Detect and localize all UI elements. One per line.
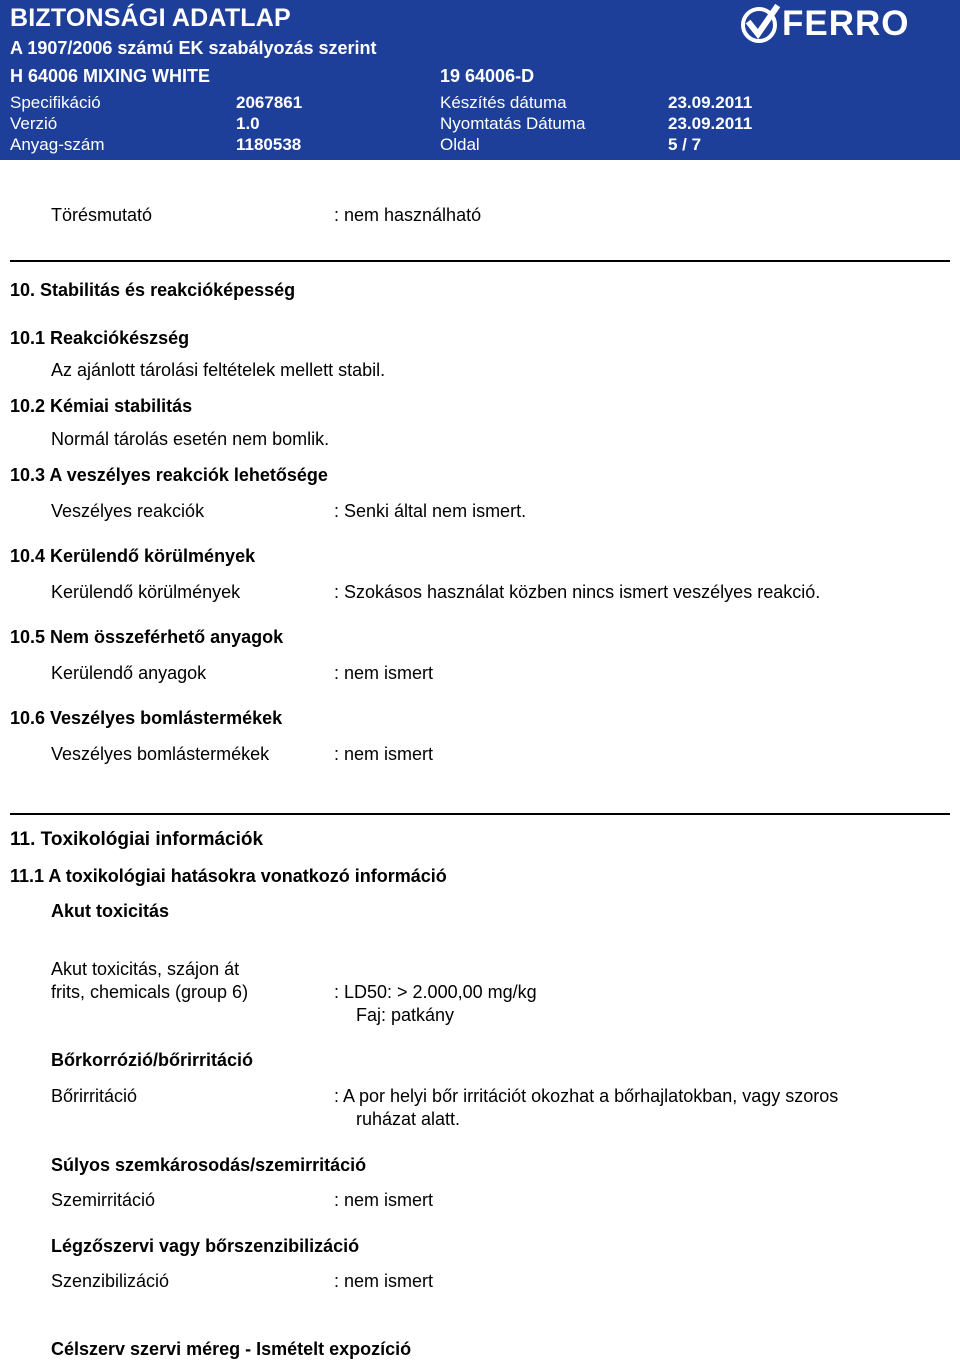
field-label: Szenzibilizáció bbox=[51, 1271, 170, 1291]
meta-value: 23.09.2011 bbox=[668, 114, 753, 133]
field-label: Kerülendő körülmények bbox=[51, 582, 241, 602]
subsection-heading: Akut toxicitás bbox=[51, 901, 170, 921]
section-divider bbox=[10, 813, 950, 815]
field-label: Veszélyes bomlástermékek bbox=[51, 744, 270, 764]
logo-text: FERRO bbox=[782, 4, 910, 43]
meta-row bbox=[0, 114, 960, 136]
field-value: : Senki által nem ismert. bbox=[334, 501, 527, 521]
regulation-subtitle: A 1907/2006 számú EK szabályozás szerint bbox=[10, 38, 377, 58]
field-value: : nem ismert bbox=[334, 1190, 434, 1210]
subsection-heading: Légzőszervi vagy bőrszenzibilizáció bbox=[51, 1236, 360, 1256]
field-label: Bőrirritáció bbox=[51, 1086, 138, 1106]
product-code: 19 64006-D bbox=[440, 66, 535, 86]
meta-label: Anyag-szám bbox=[10, 135, 105, 154]
field-label: Veszélyes reakciók bbox=[51, 501, 205, 521]
section-title: 11. Toxikológiai információk bbox=[10, 829, 264, 850]
field-label: Akut toxicitás, szájon át bbox=[51, 959, 240, 979]
product-name: H 64006 MIXING WHITE bbox=[10, 66, 211, 86]
subsection-title: 10.1 Reakciókészség bbox=[10, 328, 190, 348]
section-title: 10. Stabilitás és reakcióképesség bbox=[10, 280, 296, 300]
checkmark-icon bbox=[740, 4, 780, 44]
meta-row bbox=[0, 135, 960, 157]
field-value: : nem ismert bbox=[334, 1271, 434, 1291]
subsection-heading: Bőrkorrózió/bőrirritáció bbox=[51, 1050, 254, 1070]
field-value: : nem ismert bbox=[334, 744, 434, 764]
paragraph-text: Normál tárolás esetén nem bomlik. bbox=[51, 429, 330, 449]
field-value: : nem ismert bbox=[334, 663, 434, 683]
meta-label: Készítés dátuma bbox=[440, 93, 567, 112]
meta-label: Verzió bbox=[10, 114, 58, 133]
document-title: BIZTONSÁGI ADATLAP bbox=[10, 4, 291, 32]
subsection-title: 10.2 Kémiai stabilitás bbox=[10, 396, 193, 416]
field-value: ruházat alatt. bbox=[356, 1109, 461, 1129]
field-label: Szemirritáció bbox=[51, 1190, 156, 1210]
document-header bbox=[0, 0, 960, 160]
subsection-heading: Célszerv szervi méreg - Ismételt expozíció bbox=[51, 1339, 412, 1359]
meta-value: 1180538 bbox=[236, 135, 302, 154]
field-label: frits, chemicals (group 6) bbox=[51, 982, 249, 1002]
meta-label: Nyomtatás Dátuma bbox=[440, 114, 586, 133]
field-value: : A por helyi bőr irritációt okozhat a bőrhajlatokban, vagy szoros bbox=[334, 1086, 839, 1106]
subsection-title: 10.3 A veszélyes reakciók lehetősége bbox=[10, 465, 328, 485]
subsection-title: 10.5 Nem összeférhető anyagok bbox=[10, 627, 284, 647]
paragraph-text: Az ajánlott tárolási feltételek mellett stabil. bbox=[51, 360, 386, 380]
field-label: Kerülendő anyagok bbox=[51, 663, 207, 683]
section-divider bbox=[10, 260, 950, 262]
field-label: Törésmutató bbox=[51, 205, 153, 225]
meta-label: Oldal bbox=[440, 135, 480, 154]
subsection-title: 10.6 Veszélyes bomlástermékek bbox=[10, 708, 283, 728]
meta-row bbox=[0, 93, 960, 115]
subsection-heading: Súlyos szemkárosodás/szemirritáció bbox=[51, 1155, 367, 1175]
field-value: Faj: patkány bbox=[356, 1005, 455, 1025]
field-value: : LD50: > 2.000,00 mg/kg bbox=[334, 982, 537, 1002]
field-value: : nem használható bbox=[334, 205, 482, 225]
subsection-title: 10.4 Kerülendő körülmények bbox=[10, 546, 256, 566]
field-value: : Szokásos használat közben nincs ismert veszélyes reakció. bbox=[334, 582, 821, 602]
meta-value: 2067861 bbox=[236, 93, 303, 112]
meta-label: Specifikáció bbox=[10, 93, 101, 112]
meta-value: 23.09.2011 bbox=[668, 93, 753, 112]
meta-value: 1.0 bbox=[236, 114, 260, 133]
meta-value: 5 / 7 bbox=[668, 135, 702, 154]
ferro-logo bbox=[740, 4, 950, 44]
subsection-title: 11.1 A toxikológiai hatásokra vonatkozó információ bbox=[10, 866, 447, 886]
